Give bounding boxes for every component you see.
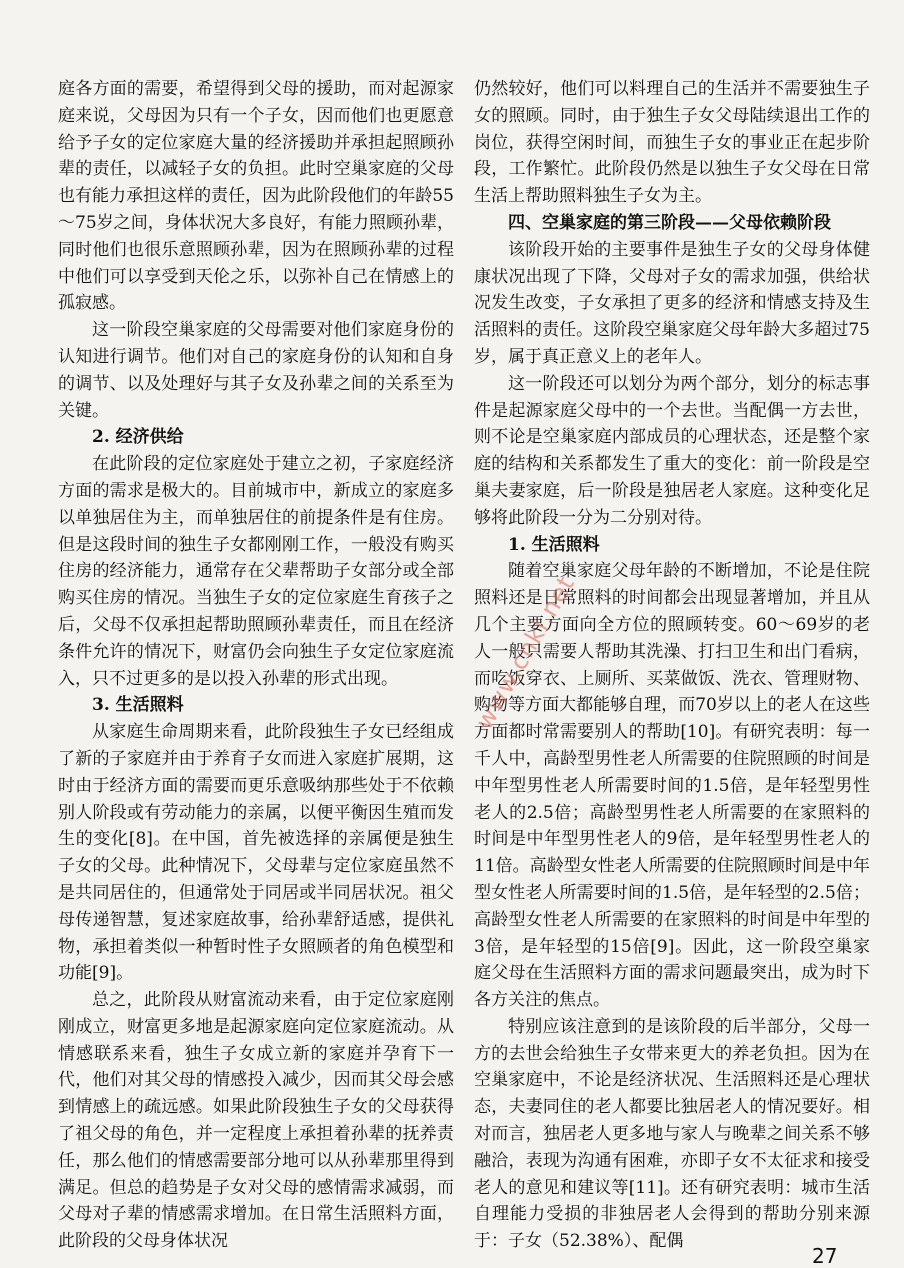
subheading-life-care: 1. 生活照料 [508,534,600,555]
paragraph: 该阶段开始的主要事件是独生子女的父母身体健康状况出现了下降，父母对子女的需求加强，供给状况发生改变，子女承担了更多的经济和情感支持及生活照料的责任。这阶段空巢家庭父母年龄大多超过75岁，属于真正意义上的老年人。 [474,239,870,367]
paragraph: 从家庭生命周期来看，此阶段独生子女已经组成了新的子家庭并由于养育子女而进入家庭扩展期，这时由于经济方面的需要而更乐意吸纳那些处于不依赖别人阶段或有劳动能力的亲属，以便平衡因生殖而发生的变化[8]。在中国，首先被选择的亲属便是独生子女的父母。此种情况下，父母辈与定位家庭虽然不是共同居住的，但通常处于同居或半同居状况。祖父母传递智慧，复述家庭故事，给孙辈舒适感，提供礼物，承担着类似一种暂时性子女照顾者的角色模型和功能[9]。 [58,722,454,984]
paragraph-continued: 仍然较好，他们可以料理自己的生活并不需要独生子女的照顾。同时，由于独生子女父母陆续退出工作的岗位，获得空闲时间，而独生子女的事业正在起步阶段，工作繁忙。此阶段仍然是以独生子女父母在日常生活上帮助照料独生子女为主。 [474,79,870,207]
section-heading-stage-three: 四、空巢家庭的第三阶段——父母依赖阶段 [508,212,831,233]
paragraph-continued: 庭各方面的需要，希望得到父母的援助，而对起源家庭来说，父母因为只有一个子女，因而他们也更愿意给予子女的定位家庭大量的经济援助并承担起照顾孙辈的责任，以减轻子女的负担。此时空巢家庭的父母也有能力承担这样的责任，因为此阶段他们的年龄55～75岁之间，身体状况大多良好，有能力照顾孙辈，同时他们也很乐意照顾孙辈，因为在照顾孙辈的过程中他们可以享受到天伦之乐，以弥补自己在情感上的孤寂感。 [58,79,454,314]
page-number: 27 [812,1244,838,1268]
paragraph: 总之，此阶段从财富流动来看，由于定位家庭刚刚成立，财富更多地是起源家庭向定位家庭流动。从情感联系来看，独生子女成立新的家庭并孕育下一代，他们对其父母的情感投入减少，因而其父母会感到情感上的疏远感。如果此阶段独生子女的父母获得了祖父母的角色，并一定程度上承担着孙辈的抚养责任，那么他们的情感需要部分地可以从孙辈那里得到满足。但总的趋势是子女对父母的感情需求减弱，而父母对子辈的情感需求增加。在日常生活照料方面，此阶段的父母身体状况 [58,990,454,1252]
paragraph: 特别应该注意到的是该阶段的后半部分，父母一方的去世会给独生子女带来更大的养老负担。因为在空巢家庭中，不论是经济状况、生活照料还是心理状态，夫妻同住的老人都要比独居老人的情况要好。相对而言，独居老人更多地与家人与晚辈之间关系不够融洽，表现为沟通有困难，亦即子女不太征求和接受老人的意见和建议等[11]。还有研究表明：城市生活自理能力受损的非独居老人会得到的帮助分别来源于：子女（52.38%）、配偶 [474,1016,870,1252]
subheading-economic-supply: 2. 经济供给 [92,427,184,448]
paragraph: 这一阶段还可以划分为两个部分，划分的标志事件是起源家庭父母中的一个去世。当配偶一方去世，则不论是空巢家庭内部成员的心理状态，还是整个家庭的结构和关系都发生了重大的变化：前一阶段是空巢夫妻家庭，后一阶段是独居老人家庭。这种变化足够将此阶段一分为二分别对待。 [474,373,870,528]
subheading-life-care: 3. 生活照料 [92,695,184,716]
paragraph: 随着空巢家庭父母年龄的不断增加，不论是住院照料还是日常照料的时间都会出现显著增加，并且从几个主要方面向全方位的照顾转变。60～69岁的老人一般只需要人帮助其洗澡、打扫卫生和出门看病，而吃饭穿衣、上厕所、买菜做饭、洗衣、管理财物、购物等方面大都能够自理，而70岁以上的老人在这些方面都时常需要别人的帮助[10]。有研究表明：每一千人中，高龄型男性老人所需要的住院照顾的时间是中年型男性老人所需要时间的1.5倍，是年轻型男性老人的2.5倍；高龄型男性老人所需要的在家照料的时间是中年型男性老人的9倍，是年轻型男性老人的11倍。高龄型女性老人所需要的住院照顾时间是中年型女性老人所需要时间的1.5倍，是年轻型的2.5倍；高龄型女性老人所需要的在家照料的时间是中年型的3倍，是年轻型的15倍[9]。因此，这一阶段空巢家庭父母在生活照料方面的需求问题最突出，成为时下各方关注的焦点。 [474,561,870,1011]
paragraph: 在此阶段的定位家庭处于建立之初，子家庭经济方面的需求是极大的。目前城市中，新成立的家庭多以单独居住为主，而单独居住的前提条件是有住房。但是这段时间的独生子女都刚刚工作，一般没有购买住房的经济能力，通常存在父辈帮助子女部分或全部购买住房的情况。当独生子女的定位家庭生育孩子之后，父母不仅承担起帮助照顾孙辈责任，而且在经济条件允许的情况下，财富仍会向独生子女定位家庭流入，只不过更多的是以投入孙辈的形式出现。 [58,454,454,689]
paragraph: 这一阶段空巢家庭的父母需要对他们家庭身份的认知进行调节。他们对自己的家庭身份的认知和自身的调节、以及处理好与其子女及孙辈之间的关系至为关键。 [58,320,454,421]
watermark: www.cnki.net [470,570,581,734]
left-column [58,76,454,1255]
